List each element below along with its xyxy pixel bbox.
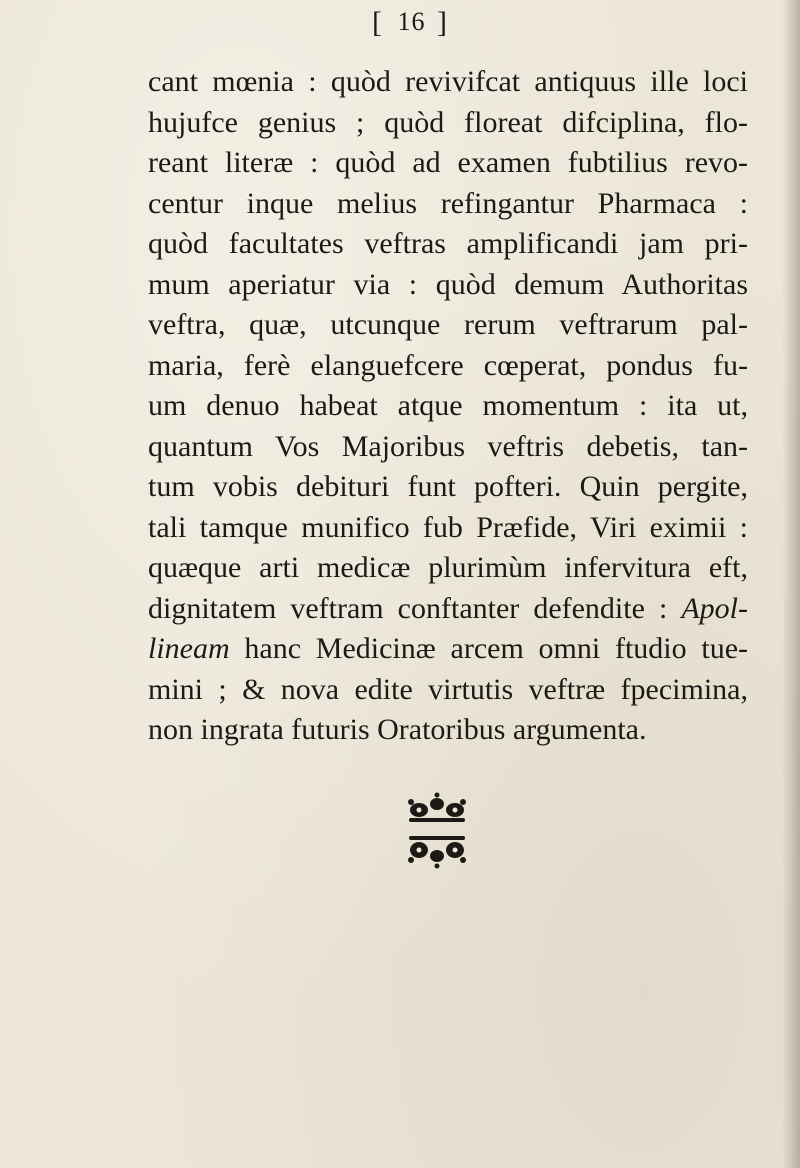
text-line-17: non ingrata futuris Oratoribus argumenta. <box>148 713 647 746</box>
text-line-9: um denuo habeat atque momentum : ita ut, <box>148 389 748 422</box>
text-line-12: tali tamque munifico fub Præfide, Viri eximii : <box>148 510 748 544</box>
text-line-8: maria, ferè elanguefcere cœperat, pondus fu- <box>148 348 748 382</box>
page-number-open-bracket: [ <box>372 6 386 39</box>
page-edge-shadow <box>782 0 800 1168</box>
page-number-value: 16 <box>397 7 426 36</box>
text-line-2: hujufce genius ; quòd floreat difciplina, flo- <box>148 105 748 139</box>
text-line-4: centur inque melius refingantur Pharmaca : <box>148 186 748 220</box>
text-line-14-main: dignitatem veftram conftanter defendite : <box>148 591 668 625</box>
text-line-13: quæque arti medicæ plurimùm infervitura eft, <box>148 551 748 584</box>
text-line-7: veftra, quæ, utcunque rerum veftrarum pal- <box>148 308 748 341</box>
text-line-16: mini ; & nova edite virtutis veftræ fpecimina, <box>148 672 748 706</box>
text-line-11: tum vobis debituri funt pofteri. Quin pergite, <box>148 470 748 503</box>
body-text <box>148 62 748 751</box>
page-number <box>372 6 512 40</box>
floral-ornament-icon <box>397 790 477 880</box>
italic-word-apol: Apol- <box>681 591 749 625</box>
text-line-15-rest: hanc Medicinæ arcem omni ftudio tue- <box>229 632 748 665</box>
text-line-3: reant literæ : quòd ad examen fubtilius revo- <box>148 146 748 179</box>
text-line-15 <box>148 629 748 670</box>
italic-word-lineam: lineam <box>148 632 230 665</box>
text-line-5: quòd facultates veftras amplificandi jam pri- <box>148 227 748 260</box>
text-line-1: cant mœnia : quòd revivifcat antiquus ille loci <box>148 65 748 98</box>
text-line-10: quantum Vos Majoribus veftris debetis, tan- <box>148 429 748 463</box>
text-line-14 <box>148 589 748 630</box>
text-line-6: mum aperiatur via : quòd demum Authoritas <box>148 267 748 301</box>
page-number-close-bracket: ] <box>437 6 451 39</box>
